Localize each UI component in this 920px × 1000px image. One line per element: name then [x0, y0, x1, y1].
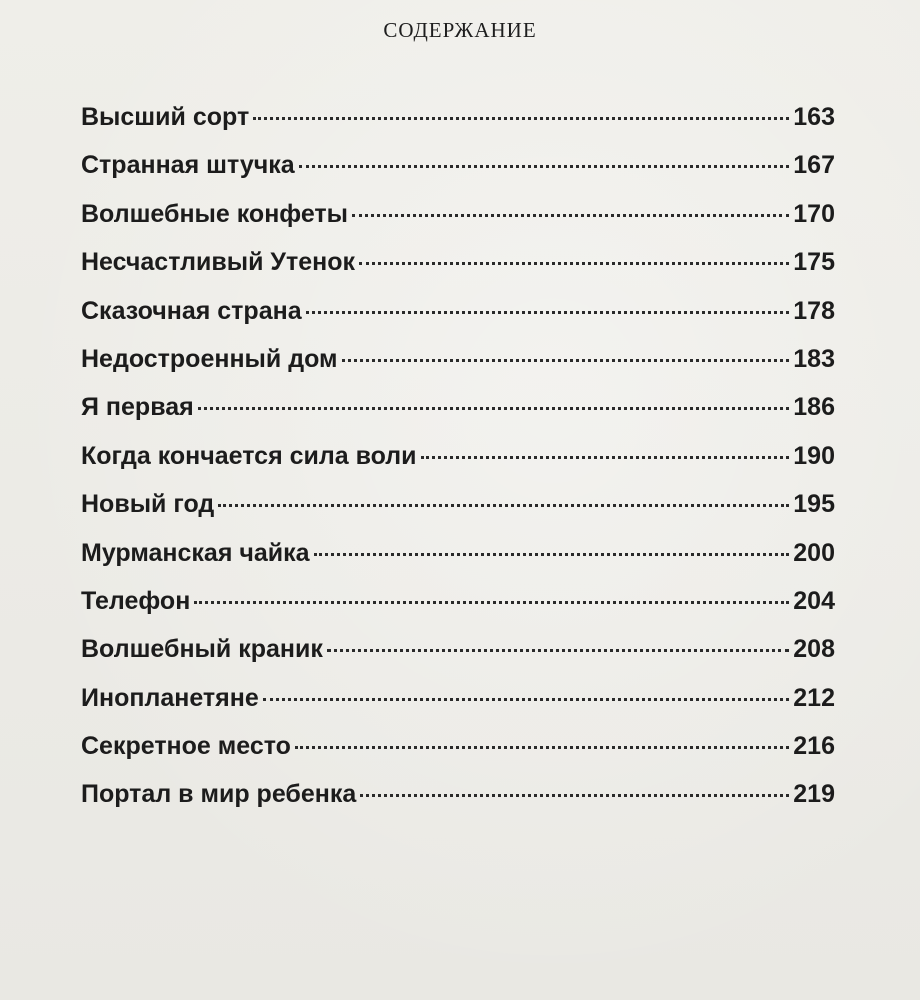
toc-entry-title: Когда кончается сила воли [81, 441, 417, 470]
toc-entry [81, 248, 835, 296]
toc-entry [81, 297, 835, 345]
toc-entry-page: 195 [793, 490, 835, 519]
toc-entry [81, 490, 835, 538]
table-of-contents [81, 103, 835, 829]
toc-entry-title: Недостроенный дом [81, 344, 338, 373]
toc-entry [81, 539, 835, 587]
toc-entry-title: Волшебный краник [81, 635, 323, 664]
toc-entry [81, 780, 835, 828]
toc-entry-page: 183 [793, 344, 835, 373]
dot-leader [295, 746, 789, 749]
toc-entry [81, 732, 835, 780]
toc-entry-title: Секретное место [81, 732, 291, 761]
dot-leader [253, 117, 789, 120]
toc-entry-page: 167 [793, 151, 835, 180]
toc-entry [81, 200, 835, 248]
toc-entry [81, 684, 835, 732]
dot-leader [352, 214, 789, 217]
toc-entry [81, 103, 835, 151]
toc-entry-page: 170 [793, 199, 835, 228]
toc-entry-page: 216 [793, 732, 835, 761]
toc-entry-title: Волшебные конфеты [81, 199, 349, 228]
dot-leader [314, 553, 790, 556]
toc-entry-page: 163 [793, 103, 835, 131]
toc-entry-page: 175 [793, 248, 835, 277]
page-title: СОДЕРЖАНИЕ [383, 18, 537, 42]
dot-leader [198, 407, 790, 410]
toc-entry-title: Инопланетяне [81, 683, 259, 712]
toc-entry-title: Высший сорт [81, 103, 250, 131]
toc-entry-title: Портал в мир ребенка [81, 780, 357, 809]
toc-entry-title: Мурманская чайка [81, 538, 310, 567]
dot-leader [263, 698, 790, 701]
dot-leader [359, 262, 789, 265]
toc-entry-title: Новый год [81, 490, 215, 519]
toc-entry-title: Сказочная страна [81, 296, 302, 325]
toc-entry-page: 178 [793, 296, 835, 325]
toc-entry [81, 345, 835, 393]
toc-entry-page: 204 [793, 586, 835, 615]
toc-entry [81, 587, 835, 635]
toc-entry [81, 635, 835, 683]
dot-leader [360, 794, 789, 797]
toc-entry-title: Странная штучка [81, 151, 295, 180]
toc-entry-page: 200 [793, 538, 835, 567]
dot-leader [342, 359, 790, 362]
dot-leader [218, 504, 789, 507]
toc-entry [81, 442, 835, 490]
toc-entry-page: 219 [793, 780, 835, 809]
dot-leader [327, 649, 789, 652]
toc-entry-page: 212 [793, 683, 835, 712]
toc-entry-page: 208 [793, 635, 835, 664]
toc-entry-page: 186 [793, 393, 835, 422]
dot-leader [306, 311, 790, 314]
toc-entry-page: 190 [793, 441, 835, 470]
dot-leader [299, 165, 790, 168]
toc-entry-title: Я первая [81, 393, 194, 422]
toc-entry-title: Несчастливый Утенок [81, 248, 355, 277]
toc-entry-title: Телефон [81, 586, 191, 615]
toc-entry [81, 393, 835, 441]
dot-leader [194, 601, 789, 604]
toc-entry [81, 151, 835, 199]
dot-leader [421, 456, 790, 459]
